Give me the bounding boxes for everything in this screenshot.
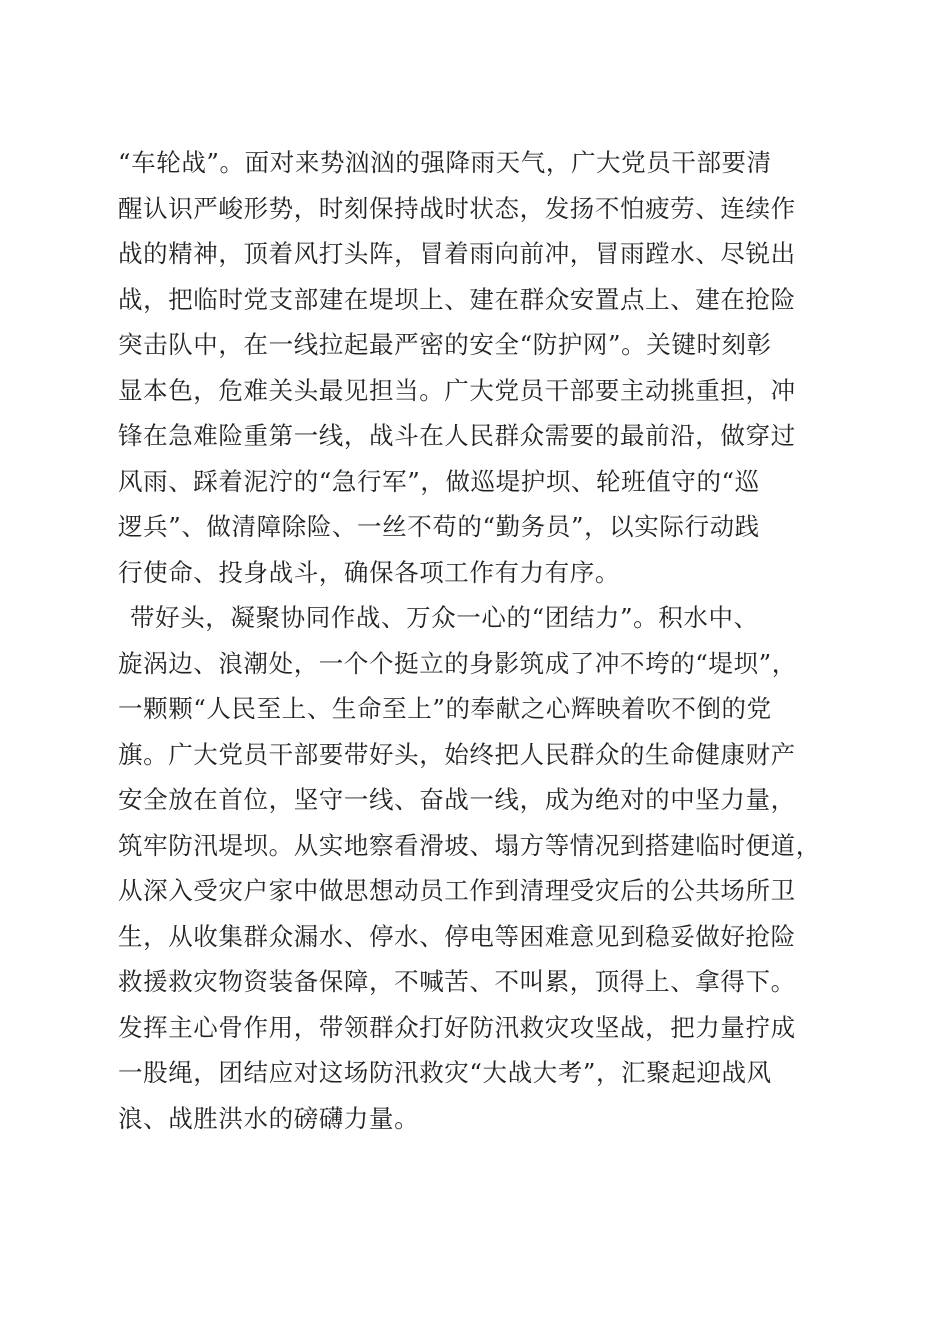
text-line: 逻兵”、做清障除险、一丝不苟的“勤务员”，以实际行动践 [118, 512, 760, 541]
text-line: 风雨、踩着泥泞的“急行军”，做巡堤护坝、轮班值守的“巡 [118, 466, 760, 496]
text-line: 带好头，凝聚协同作战、万众一心的“团结力”。积水中、 [130, 603, 759, 632]
text-line: 醒认识严峻形势，时刻保持战时状态，发扬不怕疲劳、连续作 [118, 193, 796, 223]
paragraph-2 [118, 595, 838, 1141]
text-line: 旋涡边、浪潮处，一个个挺立的身影筑成了冲不垮的“堤坝”， [118, 648, 797, 678]
body-text [118, 140, 838, 1141]
text-line: 一颗颗“人民至上、生命至上”的奉献之心辉映着吹不倒的党 [118, 694, 772, 723]
text-line: 一股绳，团结应对这场防汛救灾“大战大考”，汇聚起迎战风 [118, 1058, 772, 1087]
text-line: 行使命、投身战斗，确保各项工作有力有序。 [118, 557, 620, 587]
text-line: 筑牢防汛堤坝。从实地察看滑坡、塌方等情况到搭建临时便道， [118, 830, 821, 860]
text-line: 突击队中，在一线拉起最严密的安全“防护网”。关键时刻彰 [118, 330, 772, 359]
text-line: 旗。广大党员干部要带好头，始终把人民群众的生命健康财产 [118, 739, 796, 769]
text-line: 从深入受灾户家中做思想动员工作到清理受灾后的公共场所卫 [118, 876, 796, 905]
text-line: 生，从收集群众漏水、停水、停电等困难意见到稳妥做好抢险 [118, 921, 796, 951]
text-line: 浪、战胜洪水的磅礴力量。 [118, 1103, 420, 1133]
text-line: 安全放在首位，坚守一线、奋战一线，成为绝对的中坚力量， [118, 785, 796, 814]
paragraph-1 [118, 140, 838, 595]
text-line: 战，把临时党支部建在堤坝上、建在群众安置点上、建在抢险 [118, 284, 796, 314]
text-line: “车轮战”。面对来势汹汹的强降雨天气，广大党员干部要清 [118, 148, 772, 177]
text-line: 战的精神，顶着风打头阵，冒着雨向前冲，冒雨蹚水、尽锐出 [118, 239, 796, 268]
text-line: 救援救灾物资装备保障，不喊苦、不叫累，顶得上、拿得下。 [118, 967, 796, 996]
text-line: 发挥主心骨作用，带领群众打好防汛救灾攻坚战，把力量拧成 [118, 1012, 796, 1042]
text-line: 显本色，危难关头最见担当。广大党员干部要主动挑重担，冲 [118, 375, 796, 405]
text-line: 锋在急难险重第一线，战斗在人民群众需要的最前沿，做穿过 [118, 421, 796, 450]
